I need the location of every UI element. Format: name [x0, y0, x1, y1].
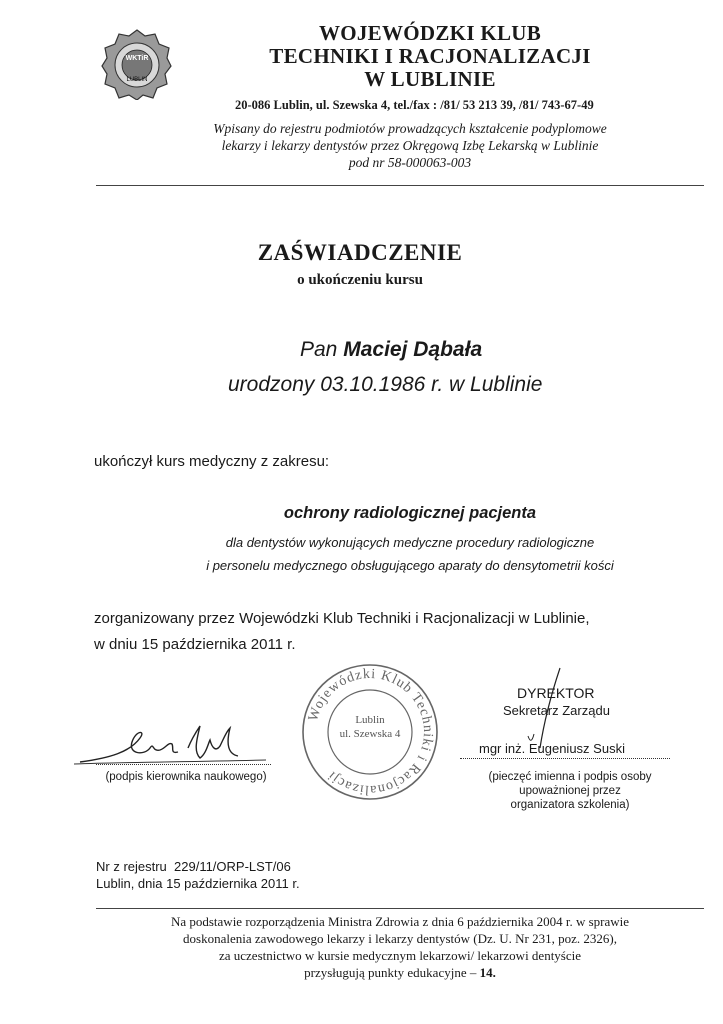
name-prefix: Pan	[300, 338, 338, 361]
stamp-ring-text: Wojewódzki Klub Techniki i Racjonalizacji	[306, 666, 436, 798]
header-divider	[96, 185, 704, 186]
completed-text: ukończył kurs medyczny z zakresu:	[94, 453, 330, 470]
recipient-line	[300, 338, 482, 362]
org-name-line3: W LUBLINIE	[364, 67, 496, 91]
director-title: DYREKTOR	[517, 685, 595, 701]
birth-info: urodzony 03.10.1986 r. w Lublinie	[228, 373, 543, 396]
org-name-line1: WOJEWÓDZKI KLUB	[318, 21, 542, 45]
director-signature	[520, 662, 630, 752]
director-subtitle: Sekretarz Zarządu	[503, 703, 610, 718]
register-line3: pod nr 58-000063-003	[348, 155, 472, 170]
footer-line4	[96, 965, 704, 981]
course-description-line2: i personelu medycznego obsługującego aparaty do densytometrii kości	[206, 558, 614, 573]
organization-logo	[101, 28, 173, 100]
footer-divider	[96, 908, 704, 909]
left-signature-line	[96, 764, 271, 765]
footer-line2: doskonalenia zawodowego lekarzy i lekarzy dentystów (Dz. U. Nr 231, poz. 2326),	[183, 931, 617, 946]
footer-points-value: 14.	[479, 965, 496, 980]
right-signature-line	[460, 758, 670, 759]
scientific-director-signature	[70, 718, 270, 768]
registry-place-date: Lublin, dnia 15 października 2011 r.	[96, 876, 300, 891]
organized-by: zorganizowany przez Wojewódzki Klub Techniki i Racjonalizacji w Lublinie,	[94, 610, 590, 627]
right-caption-line1: (pieczęć imienna i podpis osoby	[488, 771, 652, 783]
org-address: 20-086 Lublin, ul. Szewska 4, tel./fax : /81/ 53 213 39, /81/ 743-67-49	[235, 98, 594, 112]
stamp-inner-line1: Lublin	[355, 714, 385, 726]
recipient-name: Maciej Dąbała	[343, 338, 483, 361]
org-name-line2: TECHNIKI I RACJONALIZACJI	[269, 44, 591, 68]
certificate-subtitle: o ukończeniu kursu	[297, 272, 423, 288]
right-caption-line3: organizatora szkolenia)	[510, 799, 630, 811]
register-line1: Wpisany do rejestru podmiotów prowadzących kształcenie podyplomowe	[213, 121, 607, 136]
course-description-line1: dla dentystów wykonujących medyczne procedury radiologiczne	[225, 535, 595, 550]
logo-text-bottom: LUBLIN	[126, 77, 148, 83]
footer-points-prefix: przysługują punkty edukacyjne –	[304, 965, 480, 980]
certificate-title: ZAŚWIADCZENIE	[257, 240, 463, 265]
left-signature-caption: (podpis kierownika naukowego)	[105, 771, 267, 783]
footer-line1: Na podstawie rozporządzenia Ministra Zdrowia z dnia 6 października 2004 r. w sprawie	[170, 914, 630, 929]
registry-number: Nr z rejestru 229/11/ORP-LST/06	[96, 859, 291, 874]
stamp-inner-line2: ul. Szewska 4	[339, 728, 401, 740]
right-caption-line2: upoważnionej przez	[519, 785, 621, 797]
director-name: mgr inż. Eugeniusz Suski	[479, 741, 625, 756]
register-line2: lekarzy i lekarzy dentystów przez Okręgową Izbę Lekarską w Lublinie	[221, 138, 599, 153]
footer-line3: za uczestnictwo w kursie medycznym lekarzowi/ lekarzowi dentyście	[218, 948, 582, 963]
course-name: ochrony radiologicznej pacjenta	[283, 504, 537, 522]
logo-gear-icon	[101, 28, 173, 100]
course-date: w dniu 15 października 2011 r.	[94, 636, 296, 653]
logo-text-top: WKTiR	[125, 55, 149, 62]
round-stamp	[300, 662, 440, 802]
